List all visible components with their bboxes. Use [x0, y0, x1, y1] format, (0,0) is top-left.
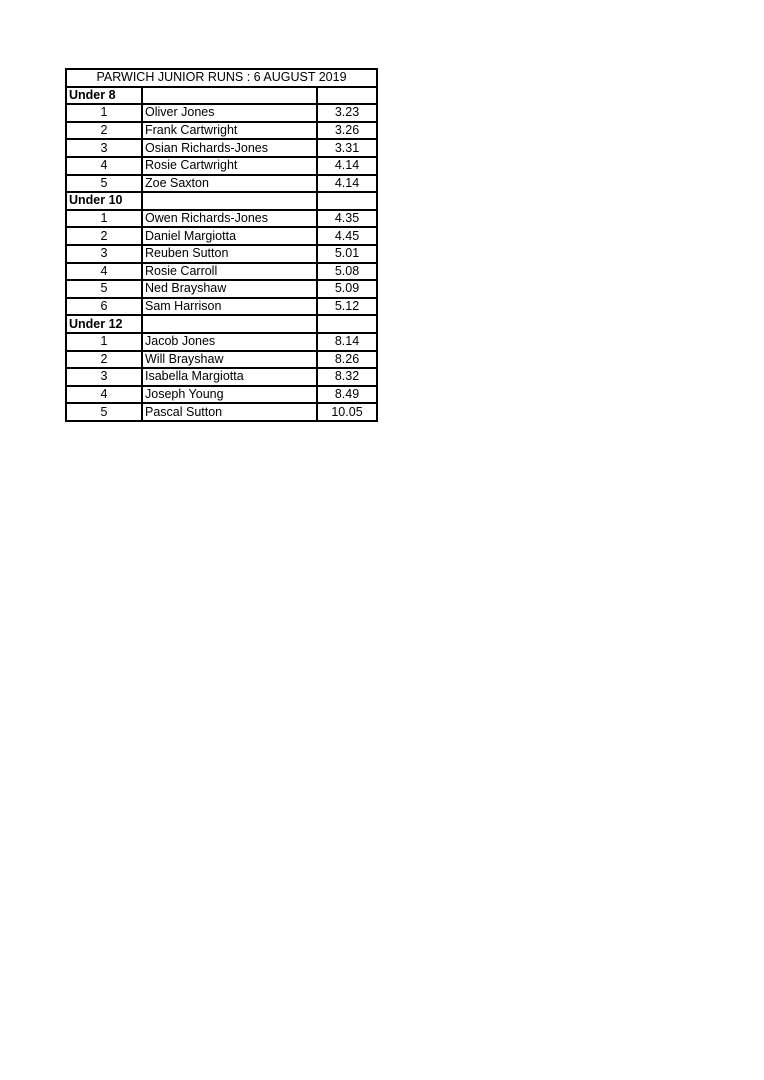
runner-name-cell: Will Brayshaw	[142, 351, 317, 369]
position-cell: 5	[66, 175, 142, 193]
runner-name-cell: Pascal Sutton	[142, 403, 317, 421]
result-row	[66, 175, 377, 193]
result-row	[66, 122, 377, 140]
runner-name-cell: Isabella Margiotta	[142, 368, 317, 386]
runner-name-cell: Jacob Jones	[142, 333, 317, 351]
runner-name-cell: Reuben Sutton	[142, 245, 317, 263]
runner-name-cell: Ned Brayshaw	[142, 280, 317, 298]
empty-cell	[142, 192, 317, 210]
time-cell: 8.14	[317, 333, 377, 351]
results-table-body	[66, 69, 377, 421]
position-cell: 6	[66, 298, 142, 316]
position-cell: 3	[66, 368, 142, 386]
position-cell: 5	[66, 280, 142, 298]
position-cell: 3	[66, 139, 142, 157]
runner-name-cell: Frank Cartwright	[142, 122, 317, 140]
time-cell: 5.12	[317, 298, 377, 316]
position-cell: 4	[66, 263, 142, 281]
position-cell: 2	[66, 351, 142, 369]
position-cell: 2	[66, 122, 142, 140]
runner-name-cell: Rosie Cartwright	[142, 157, 317, 175]
runner-name-cell: Rosie Carroll	[142, 263, 317, 281]
table-title: PARWICH JUNIOR RUNS : 6 AUGUST 2019	[66, 69, 377, 87]
position-cell: 4	[66, 386, 142, 404]
result-row	[66, 245, 377, 263]
time-cell: 5.01	[317, 245, 377, 263]
position-cell: 2	[66, 227, 142, 245]
result-row	[66, 298, 377, 316]
results-table	[65, 68, 378, 422]
position-cell: 5	[66, 403, 142, 421]
time-cell: 5.08	[317, 263, 377, 281]
time-cell: 10.05	[317, 403, 377, 421]
result-row	[66, 227, 377, 245]
result-row	[66, 386, 377, 404]
position-cell: 4	[66, 157, 142, 175]
time-cell: 5.09	[317, 280, 377, 298]
position-cell: 1	[66, 333, 142, 351]
age-group-row	[66, 315, 377, 333]
runner-name-cell: Daniel Margiotta	[142, 227, 317, 245]
title-row	[66, 69, 377, 87]
time-cell: 8.26	[317, 351, 377, 369]
age-group-label: Under 12	[66, 315, 142, 333]
position-cell: 1	[66, 104, 142, 122]
runner-name-cell: Sam Harrison	[142, 298, 317, 316]
time-cell: 4.35	[317, 210, 377, 228]
runner-name-cell: Owen Richards-Jones	[142, 210, 317, 228]
time-cell: 3.23	[317, 104, 377, 122]
time-cell: 3.31	[317, 139, 377, 157]
result-row	[66, 157, 377, 175]
position-cell: 3	[66, 245, 142, 263]
empty-cell	[142, 87, 317, 105]
age-group-label: Under 8	[66, 87, 142, 105]
result-row	[66, 403, 377, 421]
age-group-row	[66, 192, 377, 210]
empty-cell	[317, 192, 377, 210]
runner-name-cell: Joseph Young	[142, 386, 317, 404]
runner-name-cell: Oliver Jones	[142, 104, 317, 122]
result-row	[66, 351, 377, 369]
position-cell: 1	[66, 210, 142, 228]
empty-cell	[317, 315, 377, 333]
time-cell: 3.26	[317, 122, 377, 140]
empty-cell	[317, 87, 377, 105]
runner-name-cell: Zoe Saxton	[142, 175, 317, 193]
result-row	[66, 210, 377, 228]
time-cell: 8.49	[317, 386, 377, 404]
result-row	[66, 139, 377, 157]
empty-cell	[142, 315, 317, 333]
result-row	[66, 280, 377, 298]
time-cell: 8.32	[317, 368, 377, 386]
result-row	[66, 368, 377, 386]
time-cell: 4.14	[317, 175, 377, 193]
time-cell: 4.45	[317, 227, 377, 245]
time-cell: 4.14	[317, 157, 377, 175]
result-row	[66, 104, 377, 122]
age-group-label: Under 10	[66, 192, 142, 210]
age-group-row	[66, 87, 377, 105]
runner-name-cell: Osian Richards-Jones	[142, 139, 317, 157]
result-row	[66, 333, 377, 351]
result-row	[66, 263, 377, 281]
